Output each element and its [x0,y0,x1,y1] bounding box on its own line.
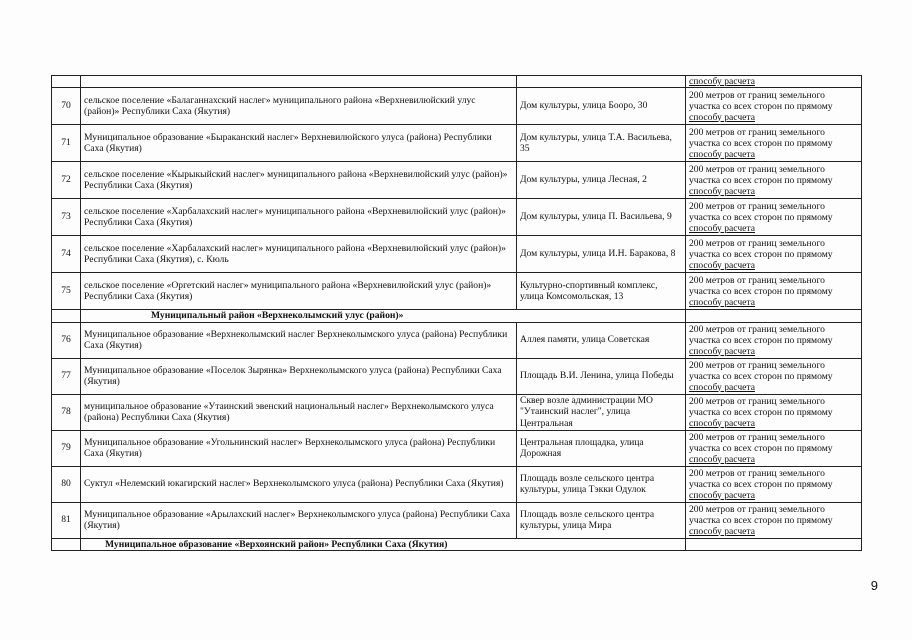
distance-line-2: участка со всех сторон по прямому [689,478,833,490]
table-row [52,394,862,430]
row-number: 74 [52,236,81,273]
row-number: 70 [52,88,81,125]
polling-object: Дом культуры, улица И.Н. Баракова, 8 [517,236,686,273]
distance-line-1: 200 метров от границ земельного [689,163,825,175]
polling-object: Дом культуры, улица П. Васильева, 9 [517,199,686,236]
distance-cell [686,394,862,430]
distance-cell [686,273,862,310]
distance-line-3: способу расчета [689,453,755,465]
distance-line-3: способу расчета [689,489,755,501]
municipality-name: сельское поселение «Кырыкыйский наслег» муниципального района «Верхневилюйский улус (район)» Республики Саха (Якутия) [81,162,517,199]
distance-cell [686,466,862,502]
distance-line-3: способу расчета [689,525,755,537]
distance-cell [686,236,862,273]
row-number-cell [52,76,81,88]
section-header-row [52,310,862,323]
row-number: 71 [52,125,81,162]
table-row [52,125,862,162]
distance-line-3: способу расчета [689,76,755,87]
distance-cell [686,88,862,125]
polling-object: Площадь возле сельского центра культуры, улица Мира [517,502,686,538]
distance-line-3: способу расчета [689,185,755,197]
distance-line-1: 200 метров от границ земельного [689,237,825,249]
polling-object: Аллея памяти, улица Советская [517,322,686,358]
distance-line-2: участка со всех сторон по прямому [689,248,833,260]
distance-line-1: 200 метров от границ земельного [689,323,825,335]
distance-line-2: участка со всех сторон по прямому [689,334,833,346]
distance-line-3: способу расчета [689,345,755,357]
distance-line-1: 200 метров от границ земельного [689,274,825,286]
distance-line-3: способу расчета [689,222,755,234]
table-row [52,273,862,310]
distance-line-3: способу расчета [689,296,755,308]
polling-object: Дом культуры, улица Бооро, 30 [517,88,686,125]
distance-line-2: участка со всех сторон по прямому [689,514,833,526]
distance-line-3: способу расчета [689,148,755,160]
distance-line-1: 200 метров от границ земельного [689,89,825,101]
municipality-name: сельское поселение «Харбалахский наслег» муниципального района «Верхневилюйский улус (район)» Республики Саха (Якутия) [81,199,517,236]
table-row [52,88,862,125]
row-number: 79 [52,430,81,466]
table-row [52,236,862,273]
section-title: Муниципальное образование «Верхоянский район» Республики Саха (Якутия) [81,538,686,551]
distance-line-2: участка со всех сторон по прямому [689,442,833,454]
distance-line-2: участка со всех сторон по прямому [689,370,833,382]
municipality-name: сельское поселение «Харбалахский наслег» муниципального района «Верхневилюйский улус (район)» Республики Саха (Якутия), с. Кюль [81,236,517,273]
distance-line-1: 200 метров от границ земельного [689,395,825,407]
polling-object: Центральная площадка, улица Дорожная [517,430,686,466]
distance-line-3: способу расчета [689,417,755,429]
distance-cell [686,358,862,394]
page-number: 9 [870,578,878,593]
distance-cell [686,199,862,236]
polling-object: Дом культуры, улица Т.А. Васильева, 35 [517,125,686,162]
municipality-name: Муниципальное образование «Угольнинский наслег» Верхнеколымского улуса (района) Республики Саха (Якутия) [81,430,517,466]
distance-line-2: участка со всех сторон по прямому [689,211,833,223]
row-number-cell [52,538,81,551]
table-row [52,76,862,88]
distance-line-3: способу расчета [689,381,755,393]
row-number: 78 [52,394,81,430]
polling-object: Площадь возле сельского центра культуры, улица Тэкки Одулок [517,466,686,502]
municipality-name: Суктул «Нелемский юкагирский наслег» Верхнеколымского улуса (района) Республики Саха (Якутия) [81,466,517,502]
table-row [52,162,862,199]
table-row [52,502,862,538]
distance-line-2: участка со всех сторон по прямому [689,174,833,186]
distance-line-3: способу расчета [689,111,755,123]
row-number: 81 [52,502,81,538]
section-header-row [52,538,862,551]
table-row [52,466,862,502]
distance-line-1: 200 метров от границ земельного [689,467,825,479]
distance-cell [686,502,862,538]
row-number: 80 [52,466,81,502]
distance-line-1: 200 метров от границ земельного [689,359,825,371]
municipality-name: Муниципальное образование «Верхнеколымский наслег Верхнеколымского улуса (района) Республики Саха (Якутия) [81,322,517,358]
distance-cell [686,76,862,88]
distance-cell [686,538,862,551]
row-number-cell [52,310,81,323]
distance-line-2: участка со всех сторон по прямому [689,100,833,112]
polling-object: Дом культуры, улица Лесная, 2 [517,162,686,199]
polling-object: Сквер возле администрации МО "Утаинский наслег", улица Центральная [517,394,686,430]
distance-line-2: участка со всех сторон по прямому [689,137,833,149]
distance-cell [686,162,862,199]
table-row [52,199,862,236]
row-number: 76 [52,322,81,358]
row-number: 77 [52,358,81,394]
distance-line-1: 200 метров от границ земельного [689,503,825,515]
row-number: 75 [52,273,81,310]
municipality-name: сельское поселение «Балаганнахский наслег» муниципального района «Верхневилюйский улус (район)» Республики Саха (Якутия) [81,88,517,125]
polling-object: Культурно-спортивный комплекс, улица Комсомольская, 13 [517,273,686,310]
distance-line-1: 200 метров от границ земельного [689,431,825,443]
municipality-name: сельское поселение «Оргетский наслег» муниципального района «Верхневилюйский улус (район)» Республики Саха (Якутия) [81,273,517,310]
table-row [52,430,862,466]
distance-line-1: 200 метров от границ земельного [689,200,825,212]
distance-line-3: способу расчета [689,259,755,271]
municipality-name: Муниципальное образование «Поселок Зырянка» Верхнеколымского улуса (района) Республики Саха (Якутия) [81,358,517,394]
municipality-name: муниципальное образование «Утаинский эвенский национальный наслег» Верхнеколымского улуса (района) Республики Саха (Якутия) [81,394,517,430]
object-cell [517,76,686,88]
distance-cell [686,125,862,162]
distance-cell [686,430,862,466]
distance-line-1: 200 метров от границ земельного [689,126,825,138]
row-number: 72 [52,162,81,199]
distance-cell [686,310,862,323]
distance-line-2: участка со всех сторон по прямому [689,406,833,418]
municipality-name: Муниципальное образование «Быраканский наслег» Верхневилюйского улуса (района) Республики Саха (Якутия) [81,125,517,162]
table-row [52,322,862,358]
section-title: Муниципальный район «Верхнеколымский улус (район)» [81,310,686,323]
polling-places-table [51,75,862,551]
table-row [52,358,862,394]
municipality-name: Муниципальное образование «Арылахский наслег» Верхнеколымского улуса (района) Республики Саха (Якутия) [81,502,517,538]
municipality-cell [81,76,517,88]
distance-cell [686,322,862,358]
distance-line-2: участка со всех сторон по прямому [689,285,833,297]
polling-object: Площадь В.И. Ленина, улица Победы [517,358,686,394]
row-number: 73 [52,199,81,236]
